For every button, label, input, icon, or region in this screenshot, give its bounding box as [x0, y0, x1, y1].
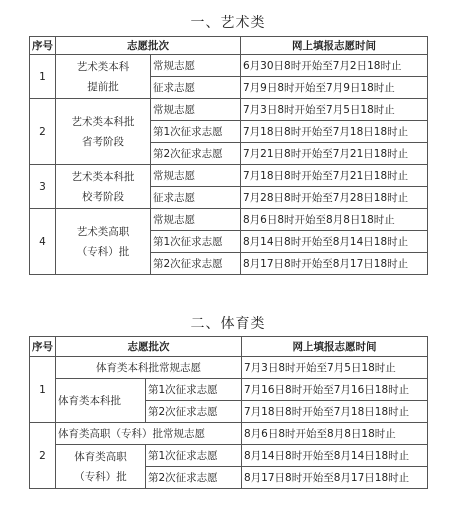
row-number: 1: [30, 55, 56, 99]
batch-cell: 艺术类本科批 省考阶段: [56, 99, 151, 165]
type-cell: 第2次征求志愿: [151, 253, 241, 275]
table-row: [30, 379, 428, 401]
type-cell: 常规志愿: [151, 209, 241, 231]
row-number: 3: [30, 165, 56, 209]
batch-cell: 艺术类本科 提前批: [56, 55, 151, 99]
row-number: 4: [30, 209, 56, 275]
batch-full-cell: 体育类高职（专科）批常规志愿: [56, 423, 242, 445]
batch-cell: 体育类高职 （专科）批: [56, 445, 146, 489]
sports-schedule-table: [29, 336, 428, 489]
header-no: 序号: [30, 337, 56, 357]
type-cell: 第1次征求志愿: [151, 231, 241, 253]
type-cell: 第2次征求志愿: [146, 401, 242, 423]
time-cell: 8月6日8时开始至8月8日18时止: [242, 423, 428, 445]
time-cell: 7月21日8时开始至7月21日18时止: [241, 143, 428, 165]
type-cell: 第1次征求志愿: [146, 445, 242, 467]
type-cell: 常规志愿: [151, 99, 241, 121]
table-row: [30, 357, 428, 379]
time-cell: 7月16日8时开始至7月16日18时止: [242, 379, 428, 401]
table-row: [30, 55, 428, 77]
type-cell: 常规志愿: [151, 55, 241, 77]
type-cell: 第2次征求志愿: [146, 467, 242, 489]
time-cell: 8月14日8时开始至8月14日18时止: [241, 231, 428, 253]
table-row: [30, 423, 428, 445]
header-batch: 志愿批次: [56, 337, 242, 357]
batch-cell: 艺术类高职 （专科）批: [56, 209, 151, 275]
table-row: [30, 445, 428, 467]
type-cell: 第2次征求志愿: [151, 143, 241, 165]
row-number: 2: [30, 423, 56, 489]
time-cell: 8月17日8时开始至8月17日18时止: [241, 253, 428, 275]
time-cell: 7月18日8时开始至7月18日18时止: [242, 401, 428, 423]
type-cell: 征求志愿: [151, 77, 241, 99]
table-row: [30, 165, 428, 187]
time-cell: 7月18日8时开始至7月18日18时止: [241, 121, 428, 143]
type-cell: 征求志愿: [151, 187, 241, 209]
table-header-row: [30, 337, 428, 357]
time-cell: 8月6日8时开始至8月8日18时止: [241, 209, 428, 231]
table-row: [30, 209, 428, 231]
header-no: 序号: [30, 37, 56, 55]
time-cell: 7月3日8时开始至7月5日18时止: [241, 99, 428, 121]
sports-section-title: 二、体育类: [190, 316, 266, 332]
row-number: 2: [30, 99, 56, 165]
art-schedule-table: [29, 36, 428, 275]
batch-full-cell: 体育类本科批常规志愿: [56, 357, 242, 379]
time-cell: 8月14日8时开始至8月14日18时止: [242, 445, 428, 467]
type-cell: 第1次征求志愿: [146, 379, 242, 401]
type-cell: 常规志愿: [151, 165, 241, 187]
header-time: 网上填报志愿时间: [241, 37, 428, 55]
time-cell: 8月17日8时开始至8月17日18时止: [242, 467, 428, 489]
row-number: 1: [30, 357, 56, 423]
table-header-row: [30, 37, 428, 55]
header-batch: 志愿批次: [56, 37, 241, 55]
batch-cell: 体育类本科批: [56, 379, 146, 423]
art-section-title: 一、艺术类: [190, 15, 266, 31]
time-cell: 7月3日8时开始至7月5日18时止: [242, 357, 428, 379]
batch-cell: 艺术类本科批 校考阶段: [56, 165, 151, 209]
table-row: [30, 99, 428, 121]
time-cell: 7月28日8时开始至7月28日18时止: [241, 187, 428, 209]
time-cell: 6月30日8时开始至7月2日18时止: [241, 55, 428, 77]
type-cell: 第1次征求志愿: [151, 121, 241, 143]
header-time: 网上填报志愿时间: [242, 337, 428, 357]
time-cell: 7月18日8时开始至7月21日18时止: [241, 165, 428, 187]
time-cell: 7月9日8时开始至7月9日18时止: [241, 77, 428, 99]
